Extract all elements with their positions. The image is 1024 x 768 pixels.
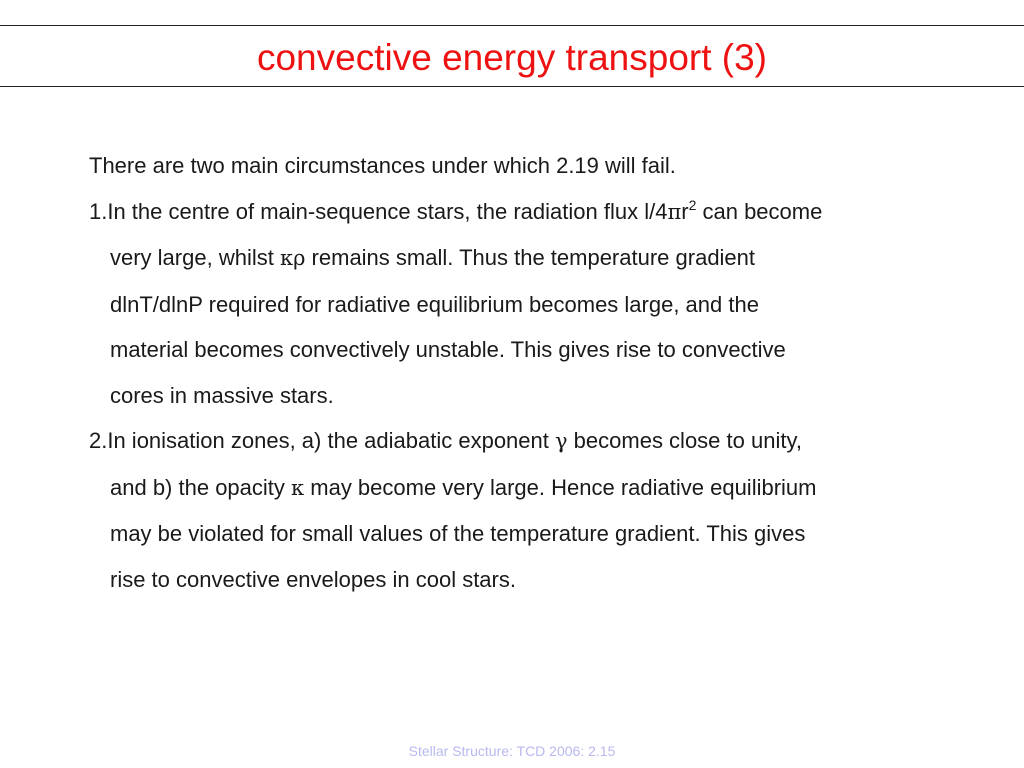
intro-paragraph: There are two main circumstances under which 2.19 will fail. xyxy=(89,153,676,178)
slide-title: convective energy transport (3) xyxy=(256,37,767,78)
list-item-1 xyxy=(89,189,969,419)
item1-line1-end: can become xyxy=(696,198,823,224)
item1-line2-end: remains small. Thus the temperature gradient xyxy=(305,245,756,270)
kappa-rho-symbol: κρ xyxy=(279,246,306,270)
item1-rest-text: dlnT/dlnP required for radiative equilibrium becomes large, and the material becomes convectively unstable. This gives rise to convective cores in massive stars. xyxy=(110,291,786,408)
slide-footer: Stellar Structure: TCD 2006: 2.15 xyxy=(408,743,616,759)
item2-text-middle: becomes close to unity, and b) the opacity xyxy=(110,428,802,500)
header-rule-top xyxy=(0,25,1024,26)
slide-body xyxy=(89,143,969,602)
item1-line2-text: very large, whilst xyxy=(110,245,280,270)
kappa-symbol: κ xyxy=(291,475,305,500)
superscript-2: 2 xyxy=(688,196,697,213)
gamma-symbol: γ xyxy=(555,429,568,453)
item2-text-end: may become very large. Hence radiative equilibrium may be violated for small values of the temperature gradient. This gives rise to convective envelopes in cool stars. xyxy=(110,474,817,592)
pi-symbol: π xyxy=(667,199,682,224)
item1-line1-text: 1.In the centre of main-sequence stars, the radiation flux l/4 xyxy=(89,198,668,224)
item2-text-start: 2.In ionisation zones, a) the adiabatic exponent xyxy=(89,428,555,453)
header-rule-bottom xyxy=(0,86,1024,87)
list-item-2 xyxy=(89,418,969,602)
radius-symbol: r xyxy=(681,198,689,224)
